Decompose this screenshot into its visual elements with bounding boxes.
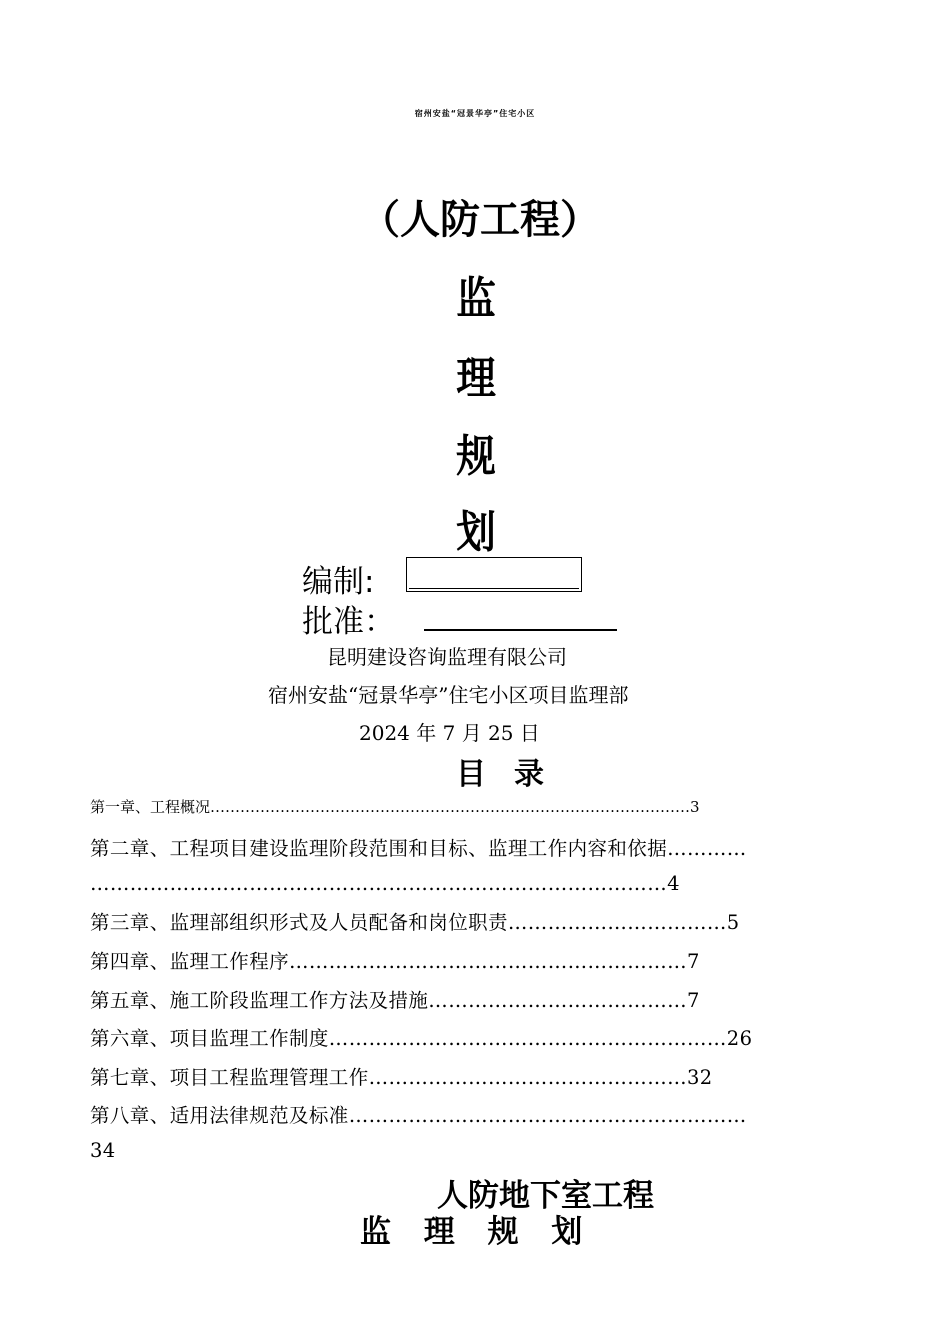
toc-title: 目录 bbox=[456, 757, 572, 792]
doc-type-char-1: 监 bbox=[456, 273, 496, 324]
issuer-department: 宿州安盐“冠景华亭”住宅小区项目监理部 bbox=[268, 683, 629, 707]
toc-entry[interactable]: 第六章、项目监理工作制度……………………………………………………26 bbox=[90, 1027, 753, 1050]
toc-entry-continuation: ……………………………………………………………………………4 bbox=[90, 872, 680, 895]
toc-entry[interactable]: 第五章、施工阶段监理工作方法及措施…………………………………7 bbox=[90, 989, 700, 1012]
section-heading-line2: 监 理 规 划 bbox=[360, 1214, 583, 1250]
doc-type-char-2: 理 bbox=[456, 353, 496, 404]
toc-entry[interactable]: 第八章、适用法律规范及标准…………………………………………………… bbox=[90, 1104, 747, 1127]
toc-entry[interactable]: 第七章、项目工程监理管理工作…………………………………………32 bbox=[90, 1066, 713, 1089]
approved-label: 批准： bbox=[302, 604, 395, 640]
cover-title-line1: 宿州安盐“冠景华亭”住宅小区 bbox=[414, 109, 536, 118]
doc-type-char-4: 划 bbox=[456, 507, 496, 558]
issue-date: 2024 年 7 月 25 日 bbox=[359, 721, 540, 745]
toc-entry[interactable]: 第一章、工程概况……………………………………………………………………………………3 bbox=[90, 798, 700, 816]
cover-title-line2: （人防工程） bbox=[360, 197, 600, 243]
issuer-company: 昆明建设咨询监理有限公司 bbox=[327, 645, 567, 669]
approved-signature-line bbox=[424, 629, 617, 631]
doc-type-char-3: 规 bbox=[456, 431, 496, 482]
toc-entry-continuation: 34 bbox=[90, 1139, 116, 1162]
toc-entry[interactable]: 第三章、监理部组织形式及人员配备和岗位职责……………………………5 bbox=[90, 911, 740, 934]
compiled-label: 编制: bbox=[302, 564, 375, 600]
toc-entry[interactable]: 第二章、工程项目建设监理阶段范围和目标、监理工作内容和依据………… bbox=[90, 837, 747, 860]
section-heading-line1: 人防地下室工程 bbox=[437, 1178, 654, 1214]
compiled-signature-field bbox=[406, 557, 582, 592]
toc-entry[interactable]: 第四章、监理工作程序……………………………………………………7 bbox=[90, 950, 700, 973]
